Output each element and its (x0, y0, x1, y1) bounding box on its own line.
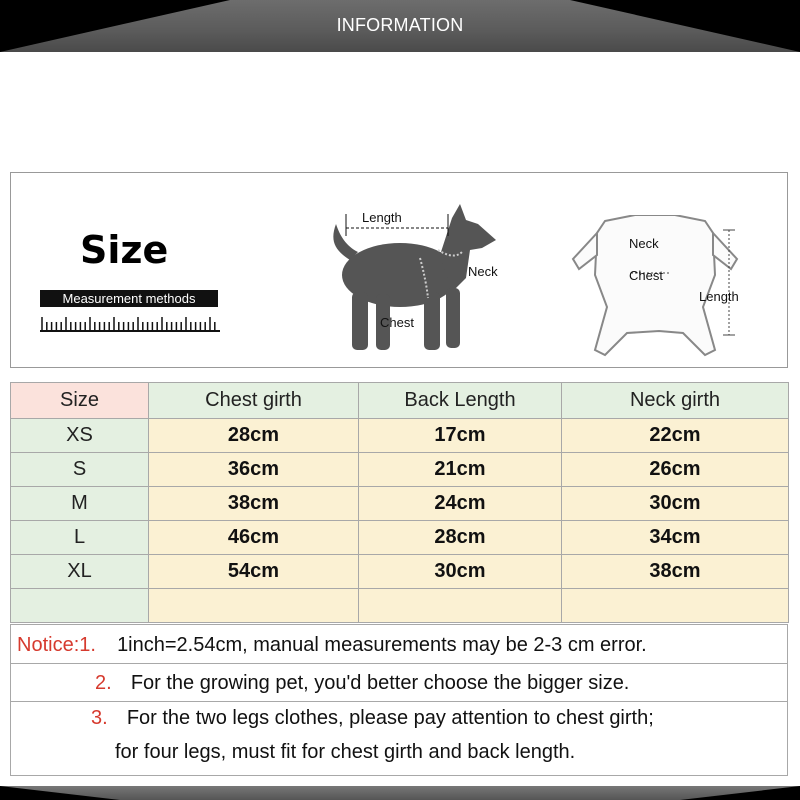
size-table (10, 382, 789, 623)
neck-cell: 34cm (562, 521, 789, 555)
neck-cell: 38cm (562, 555, 789, 589)
footer-right-wedge (680, 786, 800, 800)
size-cell: S (11, 453, 149, 487)
shirt-chest-label: Chest (629, 268, 663, 283)
notice-row-3 (11, 701, 787, 775)
table-row (11, 555, 789, 589)
notice-line-3b: for four legs, must fit for chest girth and back length. (115, 741, 576, 763)
dog-measurement-figure (320, 200, 520, 370)
measurement-methods-label: Measurement methods (40, 290, 218, 307)
notice-line-3a: For the two legs clothes, please pay attention to chest girth; (126, 707, 654, 729)
chest-cell: 28cm (149, 419, 359, 453)
back-cell: 28cm (359, 521, 562, 555)
back-cell: 24cm (359, 487, 562, 521)
notice-row-2 (11, 663, 787, 702)
header-back-length: Back Length (359, 383, 562, 419)
back-cell: 30cm (359, 555, 562, 589)
notice-prefix: Notice:1. (17, 634, 96, 656)
back-cell: 21cm (359, 453, 562, 487)
notice-row-1 (11, 625, 787, 664)
empty-cell (149, 589, 359, 623)
size-cell: XL (11, 555, 149, 589)
dog-neck-label: Neck (468, 264, 498, 279)
table-row-empty (11, 589, 789, 623)
dog-length-label: Length (362, 210, 402, 225)
shirt-neck-label: Neck (629, 236, 659, 251)
neck-cell: 30cm (562, 487, 789, 521)
empty-cell (562, 589, 789, 623)
footer-left-wedge (0, 786, 120, 800)
header-chest-girth: Chest girth (149, 383, 359, 419)
back-cell: 17cm (359, 419, 562, 453)
header-title: INFORMATION (336, 15, 464, 35)
header-size: Size (11, 383, 149, 419)
table-row (11, 487, 789, 521)
size-cell: L (11, 521, 149, 555)
notice-line-1: 1inch=2.54cm, manual measurements may be 2-3 cm error. (117, 634, 647, 656)
notice-number-2: 2. (95, 672, 112, 694)
size-cell: M (11, 487, 149, 521)
empty-cell (359, 589, 562, 623)
footer-banner (0, 786, 800, 800)
notice-number-3: 3. (91, 707, 108, 729)
table-header-row (11, 383, 789, 419)
table-row (11, 521, 789, 555)
chest-cell: 54cm (149, 555, 359, 589)
shirt-length-label: Length (699, 289, 739, 304)
empty-cell (11, 589, 149, 623)
chest-cell: 36cm (149, 453, 359, 487)
header-neck-girth: Neck girth (562, 383, 789, 419)
ruler-icon (40, 309, 220, 333)
notice-line-2: For the growing pet, you'd better choose the bigger size. (130, 672, 630, 694)
neck-cell: 26cm (562, 453, 789, 487)
dog-chest-label: Chest (380, 315, 414, 330)
size-heading: Size (80, 228, 169, 272)
neck-cell: 22cm (562, 419, 789, 453)
chest-cell: 46cm (149, 521, 359, 555)
table-row (11, 419, 789, 453)
notice-block (10, 624, 788, 776)
size-cell: XS (11, 419, 149, 453)
shirt-measurement-figure (565, 215, 765, 370)
header-banner (0, 0, 800, 52)
table-row (11, 453, 789, 487)
chest-cell: 38cm (149, 487, 359, 521)
